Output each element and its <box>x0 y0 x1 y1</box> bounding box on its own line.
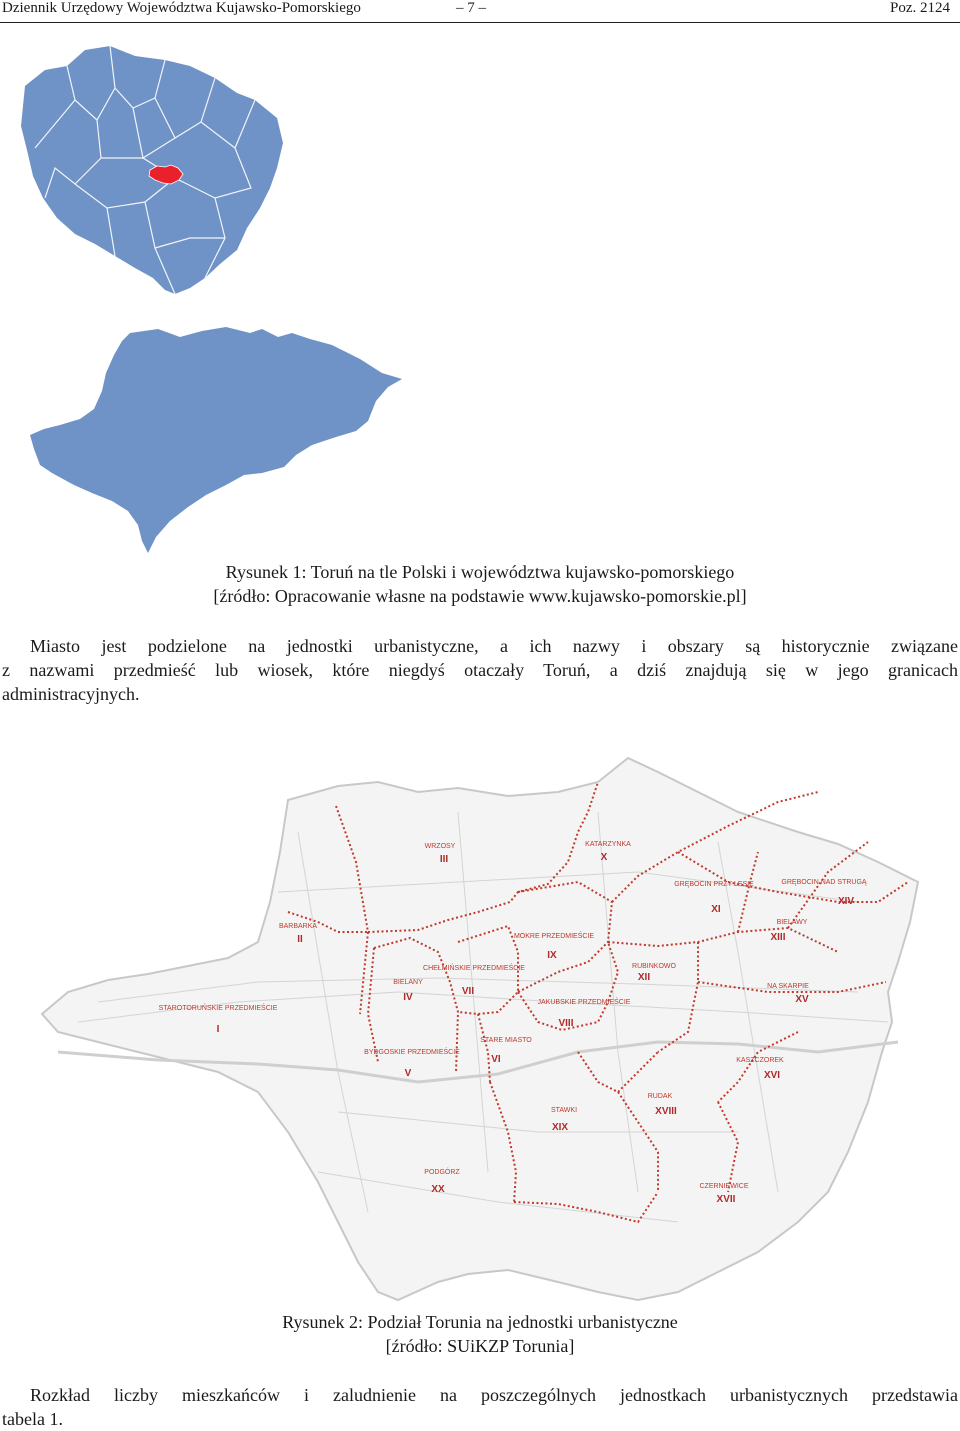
paragraph1-line3: administracyjnych. <box>2 684 140 704</box>
unit-label-11: GRĘBOCIN PRZY LESIE <box>674 881 754 888</box>
header-rule <box>0 22 960 23</box>
unit-numeral-6: VI <box>491 1054 501 1065</box>
unit-label-2: BARBARKA <box>278 923 318 930</box>
unit-numeral-11: XI <box>711 904 721 915</box>
unit-numeral-12: XII <box>637 972 651 983</box>
unit-label-6: STARE MIASTO <box>480 1037 532 1044</box>
urban-units-map <box>38 752 928 1310</box>
torun-outline-map <box>30 325 410 557</box>
page-number: – 7 – <box>456 0 486 16</box>
unit-label-12: RUBINKOWO <box>632 963 676 970</box>
paragraph-table-reference <box>2 1383 958 1431</box>
unit-label-16: KASZCZOREK <box>736 1057 784 1064</box>
paragraph2-line2: tabela 1. <box>2 1409 63 1429</box>
unit-label-19: STAWKI <box>550 1107 578 1114</box>
unit-label-5: BYDGOSKIE PRZEDMIEŚCIE <box>364 1049 460 1056</box>
unit-numeral-19: XIX <box>551 1122 569 1133</box>
unit-label-15: NA SKARPIE <box>767 983 809 990</box>
unit-label-10: KATARZYNKA <box>585 841 631 848</box>
unit-numeral-1: I <box>216 1024 220 1035</box>
paragraph1-line1: Miasto jest podzielone na jednostki urbanistyczne, a ich nazwy i obszary są historycznie związane <box>30 636 958 656</box>
city-outline <box>42 758 918 1300</box>
unit-numeral-15: XV <box>795 994 809 1005</box>
unit-numeral-10: X <box>600 852 608 863</box>
unit-label-14: GRĘBOCIN NAD STRUGĄ <box>781 879 867 886</box>
page-header <box>0 0 960 24</box>
unit-label-8: JAKUBSKIE PRZEDMIEŚCIE <box>537 999 631 1006</box>
unit-label-1: STAROTORUŃSKIE PRZEDMIEŚCIE <box>158 1005 278 1012</box>
figure2-caption-line1: Rysunek 2: Podział Torunia na jednostki urbanistyczne <box>282 1312 678 1332</box>
unit-numeral-4: IV <box>403 992 413 1003</box>
figure1-caption-line1: Rysunek 1: Toruń na tle Polski i województwa kujawsko-pomorskiego <box>225 562 735 582</box>
figure1-caption-line2: [źródło: Opracowanie własne na podstawie www.kujawsko-pomorskie.pl] <box>213 586 747 606</box>
figure2-caption-line2: [źródło: SUiKZP Torunia] <box>385 1336 575 1356</box>
position-number: Poz. 2124 <box>890 0 950 16</box>
unit-label-13: BIELAWY <box>776 919 808 926</box>
unit-numeral-18: XVIII <box>655 1106 677 1117</box>
journal-title: Dziennik Urzędowy Województwa Kujawsko-Pomorskiego <box>2 0 361 16</box>
paragraph-units-intro <box>2 634 958 706</box>
unit-label-17: CZERNIEWICE <box>699 1183 749 1190</box>
torun-region <box>30 327 402 553</box>
unit-numeral-13: XIII <box>770 932 786 943</box>
unit-label-3: WRZOSY <box>424 843 456 850</box>
unit-numeral-16: XVI <box>763 1070 781 1081</box>
unit-numeral-14: XIV <box>837 896 855 907</box>
unit-label-20: PODGÓRZ <box>424 1169 460 1176</box>
unit-numeral-5: V <box>404 1068 412 1079</box>
unit-label-7: CHEŁMIŃSKIE PRZEDMIEŚCIE <box>423 965 525 972</box>
unit-label-9: MOKRE PRZEDMIEŚCIE <box>513 933 595 940</box>
unit-label-4: BIELANY <box>393 979 423 986</box>
voivodeship-map <box>15 38 290 300</box>
paragraph1-line2: z nazwami przedmieść lub wiosek, które niegdyś otaczały Toruń, a dziś znajdują się w jego granicach <box>2 660 958 680</box>
unit-label-18: RUDAK <box>647 1093 673 1100</box>
paragraph2-line1: Rozkład liczby mieszkańców i zaludnienie na poszczególnych jednostkach urbanistycznych przedstawia <box>30 1385 958 1405</box>
unit-numeral-7: VII <box>461 986 475 997</box>
unit-numeral-17: XVII <box>716 1194 736 1205</box>
unit-numeral-3: III <box>439 854 449 865</box>
unit-numeral-8: VIII <box>558 1018 574 1029</box>
unit-numeral-20: XX <box>431 1184 445 1195</box>
unit-numeral-9: IX <box>547 950 557 961</box>
unit-numeral-2: II <box>297 934 303 945</box>
